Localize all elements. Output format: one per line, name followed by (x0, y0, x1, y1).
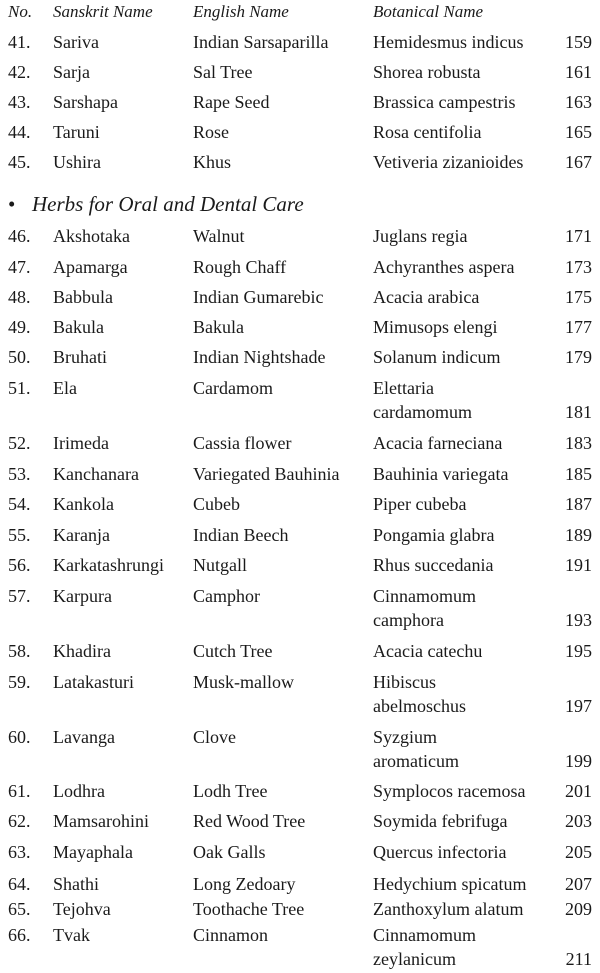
row-number: 58. (8, 641, 31, 661)
botanical-name-line: Piper cubeba (373, 494, 467, 514)
section-title: Herbs for Oral and Dental Care (32, 192, 304, 216)
sanskrit-name: Mayaphala (53, 842, 133, 862)
sanskrit-name: Karanja (53, 525, 110, 545)
section-heading (8, 191, 304, 217)
botanical-name (373, 923, 476, 971)
botanical-name-line: Hibiscus (373, 672, 436, 692)
header-sanskrit: Sanskrit Name (53, 2, 153, 21)
sanskrit-name: Lodhra (53, 781, 105, 801)
sanskrit-name: Kanchanara (53, 464, 139, 484)
botanical-name (373, 584, 476, 632)
sanskrit-name: Babbula (53, 287, 113, 307)
botanical-name-line: cardamomum (373, 402, 472, 422)
page-number: 171 (565, 226, 592, 246)
row-number: 57. (8, 586, 31, 606)
row-number: 62. (8, 811, 31, 831)
page-number: 181 (565, 402, 592, 422)
botanical-name-line: Soymida febrifuga (373, 811, 508, 831)
page-number: 165 (565, 122, 592, 142)
row-number: 49. (8, 317, 31, 337)
page-number: 187 (565, 494, 592, 514)
row-number: 65. (8, 899, 31, 919)
page-number: 207 (565, 874, 592, 894)
botanical-name (373, 224, 467, 248)
sanskrit-name: Akshotaka (53, 226, 130, 246)
botanical-name-line: Shorea robusta (373, 62, 481, 82)
botanical-name-line: Hedychium spicatum (373, 874, 527, 894)
botanical-name (373, 345, 501, 369)
page-number: 197 (565, 696, 592, 716)
page-number: 163 (565, 92, 592, 112)
sanskrit-name: Mamsarohini (53, 811, 149, 831)
botanical-name-line: Achyranthes aspera (373, 257, 515, 277)
botanical-name (373, 809, 507, 833)
english-name: Cassia flower (193, 433, 292, 453)
sanskrit-name: Karpura (53, 586, 112, 606)
english-name: Nutgall (193, 555, 247, 575)
botanical-name-line: zeylanicum (373, 949, 456, 969)
sanskrit-name: Sarja (53, 62, 90, 82)
botanical-name (373, 120, 481, 144)
english-name: Cubeb (193, 494, 240, 514)
row-number: 64. (8, 874, 31, 894)
english-name: Toothache Tree (193, 899, 305, 919)
sanskrit-name: Latakasturi (53, 672, 134, 692)
botanical-name-line: Acacia catechu (373, 641, 483, 661)
sanskrit-name: Apamarga (53, 257, 128, 277)
botanical-name-line: Pongamia glabra (373, 525, 495, 545)
botanical-name (373, 431, 502, 455)
botanical-name (373, 285, 479, 309)
english-name: Rape Seed (193, 92, 270, 112)
row-number: 50. (8, 347, 31, 367)
sanskrit-name: Ushira (53, 152, 101, 172)
row-number: 48. (8, 287, 31, 307)
page-number: 175 (565, 287, 592, 307)
header-english: English Name (193, 2, 289, 21)
english-name: Indian Sarsaparilla (193, 32, 329, 52)
english-name: Rough Chaff (193, 257, 287, 277)
page-number: 173 (565, 257, 592, 277)
botanical-name-line: Elettaria (373, 378, 434, 398)
row-number: 47. (8, 257, 31, 277)
english-name: Clove (193, 727, 236, 747)
sanskrit-name: Sariva (53, 32, 99, 52)
page-number: 189 (565, 525, 592, 545)
botanical-name (373, 150, 523, 174)
botanical-name (373, 725, 459, 773)
sanskrit-name: Tejohva (53, 899, 111, 919)
page-number: 201 (565, 781, 592, 801)
botanical-name (373, 779, 525, 803)
english-name: Lodh Tree (193, 781, 268, 801)
row-number: 61. (8, 781, 31, 801)
sanskrit-name: Khadira (53, 641, 111, 661)
botanical-name (373, 840, 506, 864)
english-name: Indian Nightshade (193, 347, 326, 367)
botanical-name-line: Acacia farneciana (373, 433, 503, 453)
page-number: 193 (565, 610, 592, 630)
botanical-name (373, 90, 515, 114)
botanical-name-line: Bauhinia variegata (373, 464, 509, 484)
row-number: 56. (8, 555, 31, 575)
botanical-name (373, 670, 466, 718)
page-number: 185 (565, 464, 592, 484)
sanskrit-name: Sarshapa (53, 92, 118, 112)
botanical-name-line: Brassica campestris (373, 92, 516, 112)
sanskrit-name: Bruhati (53, 347, 107, 367)
botanical-name (373, 30, 524, 54)
row-number: 41. (8, 32, 31, 52)
english-name: Khus (193, 152, 232, 172)
row-number: 52. (8, 433, 31, 453)
row-number: 66. (8, 925, 31, 945)
sanskrit-name: Taruni (53, 122, 100, 142)
row-number: 43. (8, 92, 31, 112)
botanical-name (373, 872, 526, 896)
botanical-name-line: Syzgium (373, 727, 438, 747)
botanical-name (373, 492, 466, 516)
botanical-name (373, 315, 498, 339)
row-number: 60. (8, 727, 31, 747)
page-number: 183 (565, 433, 592, 453)
row-number: 46. (8, 226, 31, 246)
botanical-name-line: Acacia arabica (373, 287, 480, 307)
english-name: Red Wood Tree (193, 811, 306, 831)
page-number: 179 (565, 347, 592, 367)
botanical-name-line: Solanum indicum (373, 347, 501, 367)
header-no: No. (8, 2, 33, 21)
botanical-name (373, 255, 514, 279)
sanskrit-name: Ela (53, 378, 77, 398)
botanical-name-line: Hemidesmus indicus (373, 32, 524, 52)
row-number: 63. (8, 842, 31, 862)
english-name: Rose (193, 122, 229, 142)
english-name: Camphor (193, 586, 260, 606)
botanical-name (373, 523, 494, 547)
botanical-name-line: aromaticum (373, 751, 459, 771)
row-number: 42. (8, 62, 31, 82)
sanskrit-name: Bakula (53, 317, 104, 337)
english-name: Cutch Tree (193, 641, 273, 661)
english-name: Cinnamon (193, 925, 268, 945)
botanical-name (373, 639, 482, 663)
page-number: 161 (565, 62, 592, 82)
page-number: 191 (565, 555, 592, 575)
botanical-name-line: Juglans regia (373, 226, 468, 246)
page-number: 203 (565, 811, 592, 831)
page-number: 167 (565, 152, 592, 172)
botanical-name-line: Symplocos racemosa (373, 781, 526, 801)
sanskrit-name: Tvak (53, 925, 90, 945)
botanical-name (373, 553, 493, 577)
row-number: 54. (8, 494, 31, 514)
botanical-name (373, 376, 472, 424)
sanskrit-name: Irimeda (53, 433, 109, 453)
page-number: 159 (565, 32, 592, 52)
page-number: 195 (565, 641, 592, 661)
botanical-name (373, 462, 508, 486)
sanskrit-name: Lavanga (53, 727, 115, 747)
page-number: 205 (565, 842, 592, 862)
sanskrit-name: Karkatashrungi (53, 555, 164, 575)
row-number: 55. (8, 525, 31, 545)
page-number: 177 (565, 317, 592, 337)
page-number: 209 (565, 899, 592, 919)
botanical-name-line: Rosa centifolia (373, 122, 482, 142)
botanical-name-line: Cinnamomum (373, 925, 476, 945)
english-name: Oak Galls (193, 842, 266, 862)
header-botanical: Botanical Name (373, 2, 484, 21)
page-number: 211 (565, 949, 592, 969)
botanical-name-line: Vetiveria zizanioides (373, 152, 524, 172)
english-name: Cardamom (193, 378, 273, 398)
botanical-name-line: abelmoschus (373, 696, 466, 716)
row-number: 59. (8, 672, 31, 692)
botanical-name-line: Cinnamomum (373, 586, 476, 606)
botanical-name-line: camphora (373, 610, 444, 630)
english-name: Bakula (193, 317, 244, 337)
english-name: Walnut (193, 226, 245, 246)
botanical-name-line: Rhus succedania (373, 555, 494, 575)
row-number: 44. (8, 122, 31, 142)
english-name: Sal Tree (193, 62, 253, 82)
page-number: 199 (565, 751, 592, 771)
row-number: 53. (8, 464, 31, 484)
botanical-name (373, 60, 480, 84)
row-number: 45. (8, 152, 31, 172)
botanical-name-line: Quercus infectoria (373, 842, 507, 862)
english-name: Musk-mallow (193, 672, 294, 692)
sanskrit-name: Shathi (53, 874, 100, 894)
botanical-name-line: Zanthoxylum alatum (373, 899, 524, 919)
row-number: 51. (8, 378, 31, 398)
english-name: Variegated Bauhinia (193, 464, 340, 484)
botanical-name-line: Mimusops elengi (373, 317, 498, 337)
english-name: Long Zedoary (193, 874, 296, 894)
english-name: Indian Beech (193, 525, 289, 545)
botanical-name (373, 897, 523, 921)
english-name: Indian Gumarebic (193, 287, 324, 307)
sanskrit-name: Kankola (53, 494, 114, 514)
bullet-icon: • (8, 192, 16, 216)
